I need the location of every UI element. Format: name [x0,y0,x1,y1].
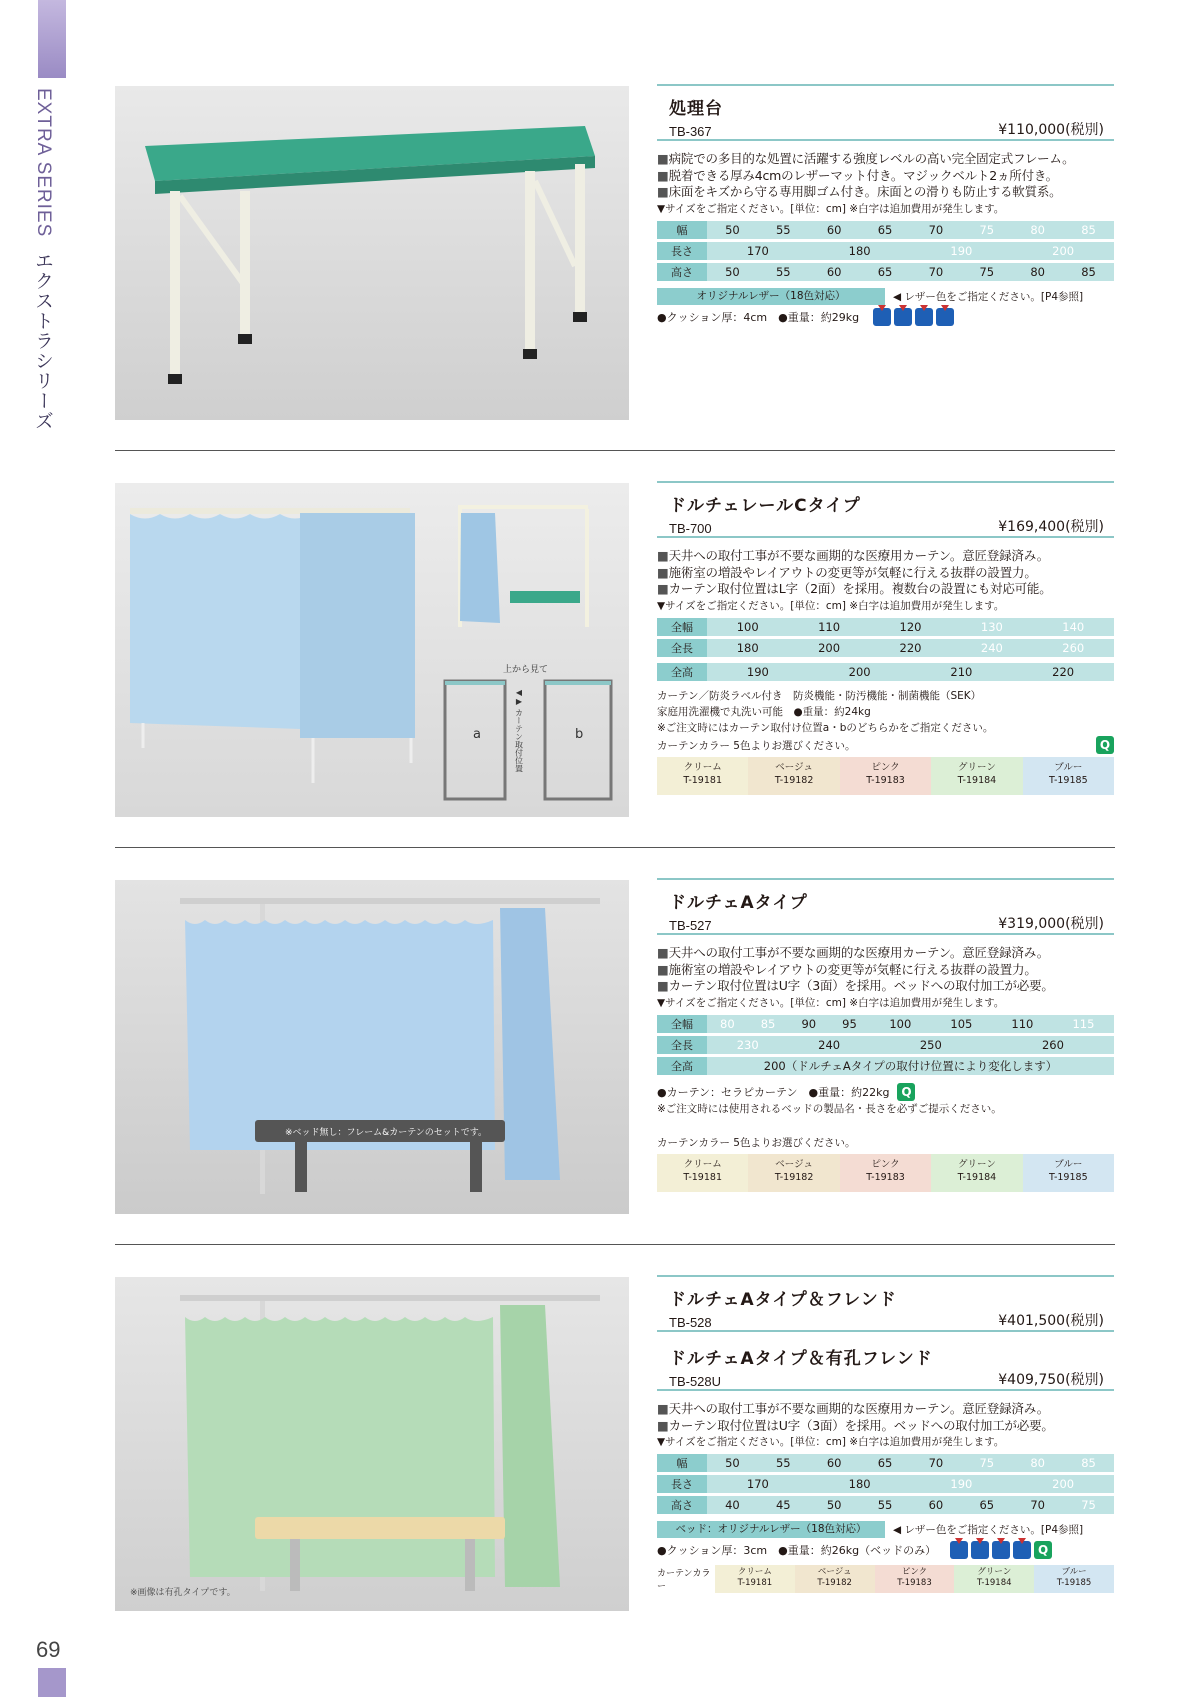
swatch-blue: ブルー T-19185 [1034,1565,1114,1593]
table-cell: 140 [1033,618,1114,636]
leather-option: オリジナルレザー（18色対応） ◀ レザー色をご指定ください。[P4参照] [657,288,1114,305]
product-code: TB-700 [669,521,712,536]
table-cell: 60 [809,1454,860,1472]
product-name: ドルチェAタイプ [669,893,808,913]
table-cell: 100 [707,618,788,636]
product-tb527 [657,878,1114,1192]
diagram-top-label: 上から見て [503,665,549,675]
table-cell: 180 [707,639,788,657]
table-cell: 75 [1063,1496,1114,1514]
table-cell: 全幅 [657,618,707,636]
table-cell: 115 [1053,1015,1114,1033]
feature-list [657,548,1114,598]
product-tb528 [657,1275,1114,1593]
table-cell: 190 [707,663,809,681]
table-row [657,1454,1114,1472]
table-cell: 180 [809,242,911,260]
curtain-color-swatches [715,1565,1114,1593]
size-table [657,1451,1114,1517]
table-cell: 220 [870,639,951,657]
table-cell: 100 [870,1015,931,1033]
table-cell: 幅 [657,1454,707,1472]
table-cell: 240 [788,1036,869,1054]
curtain-color-swatches [657,757,1114,795]
height-table [657,660,1114,684]
size-note: ▼サイズをご指定ください。[単位：cm] ※白字は追加費用が発生します。 [657,996,1005,1009]
photo-note: ※画像は有孔タイプです。 [130,1588,236,1598]
table-cell: 210 [911,663,1013,681]
feature-item: ■ 天井への取付工事が不要な画期的な医療用カーテン。意匠登録済み。 [657,548,1114,565]
table-cell: 70 [1012,1496,1063,1514]
table-cell: 85 [748,1015,789,1033]
table-cell: 200 [788,639,869,657]
table-cell: 55 [758,221,809,239]
product-code: TB-367 [669,124,712,139]
diagram-side-label: ◀▶ カーテン取付位置 [514,688,524,773]
sidebar-accent [38,0,66,78]
table-cell: 65 [860,1454,911,1472]
table-cell: 65 [961,1496,1012,1514]
order-note: ※ご注文時には使用されるベッドの製品名・長さを必ずご提示ください。 [657,1102,1002,1115]
color-title: カーテンカラー 5色よりお選びください。 [657,1136,856,1149]
table-cell: 75 [961,263,1012,281]
feature-item: ■ 施術室の増設やレイアウトの変更等が気軽に行える抜群の設置力。 [657,962,1114,979]
table-cell: 240 [951,639,1032,657]
feature-item: ■ カーテン取付位置はL字（2面）を採用。複数台の設置にも対応可能。 [657,581,1114,598]
table-cell: 260 [992,1036,1114,1054]
table-cell: 70 [911,263,962,281]
table-cell: 全高 [657,1057,707,1075]
treatment-table-photo [115,86,629,420]
page-number: 69 [36,1637,61,1662]
table-cell: 80 [1012,221,1063,239]
size-note: ▼サイズをご指定ください。[単位：cm] ※白字は追加費用が発生します。 [657,202,1005,215]
table-cell: 60 [911,1496,962,1514]
table-cell: 40 [707,1496,758,1514]
feature-item: ■ カーテン取付位置はU字（3面）を採用。ベッドへの取付加工が必要。 [657,1418,1114,1435]
table-row [657,221,1114,239]
table-cell: 高さ [657,263,707,281]
swatch-pink: ピンク T-19183 [875,1565,955,1593]
product-name-2: ドルチェAタイプ＆有孔フレンド [669,1349,933,1369]
dolce-a-friend-photo [115,1277,629,1611]
table-cell: 60 [809,221,860,239]
table-cell: 高さ [657,1496,707,1514]
feature-item: ■ 脱着できる厚み4cmのレザーマット付き。マジックベルト2ヵ所付き。 [657,168,1114,185]
product-price: ¥169,400(税別) [998,519,1104,535]
table-cell: 55 [758,1454,809,1472]
product-code-2: TB-528U [669,1374,722,1389]
table-cell: 45 [758,1496,809,1514]
table-cell: 250 [870,1036,992,1054]
table-cell: 85 [1063,221,1114,239]
dolce-rail-c-photo [115,483,629,817]
table-cell: 190 [911,242,1013,260]
table-row [657,1015,1114,1033]
feature-item: ■ 床面をキズから守る専用脚ゴム付き。床面との滑りも防止する軟質系。 [657,184,1114,201]
swatch-green: グリーン T-19184 [954,1565,1034,1593]
series-title: EXTRA SERIESエクストラシリーズ [32,88,54,432]
table-row [657,618,1114,636]
product-code: TB-528 [669,1315,712,1330]
feature-item: ■ 天井への取付工事が不要な画期的な医療用カーテン。意匠登録済み。 [657,1401,1114,1418]
product-name: 処理台 [669,99,723,119]
table-cell: 95 [829,1015,870,1033]
table-cell: 長さ [657,1475,707,1493]
table-cell: 50 [707,263,758,281]
section-divider [115,1244,1115,1245]
product-notes: カーテン／防炎ラベル付き 防炎機能・防汚機能・制菌機能（SEK） 家庭用洗濯機で丸洗い可能 ●重量：約24kg ※ご注文時にはカーテン取付け位置a・bのどちらかをご指定ください。 [657,689,994,734]
table-cell: 110 [992,1015,1053,1033]
table-cell: 65 [860,221,911,239]
table-cell: 110 [788,618,869,636]
delivery-box-icon [992,1541,1010,1559]
delivery-box-icon [894,308,912,326]
table-cell: 50 [707,221,758,239]
spec-line: ●カーテン：セラピカーテン ●重量：約22kg Q [657,1083,1114,1101]
swatch-blue: ブルー T-19185 [1023,757,1114,795]
table-row [657,1036,1114,1054]
table-cell: 幅 [657,221,707,239]
swatch-cream: クリーム T-19181 [657,1154,748,1192]
table-cell: 260 [1033,639,1114,657]
sidebar-accent-bottom [38,1668,66,1697]
swatch-pink: ピンク T-19183 [840,1154,931,1192]
product-name: ドルチェレールCタイプ [669,496,861,516]
swatch-pink: ピンク T-19183 [840,757,931,795]
table-cell: 120 [870,618,951,636]
table-cell: 90 [788,1015,829,1033]
spec-line: ●クッション厚：4cm ●重量：約29kg [657,308,1114,326]
table-cell: 200（ドルチェAタイプの取付け位置により変化します） [707,1057,1114,1075]
table-cell: 80 [1012,1454,1063,1472]
leather-option: ベッド：オリジナルレザー（18色対応） ◀ レザー色をご指定ください。[P4参照] [657,1521,1114,1538]
table-cell: 60 [809,263,860,281]
table-cell: 180 [809,1475,911,1493]
table-cell: 70 [911,1454,962,1472]
table-cell: 220 [1012,663,1114,681]
delivery-box-icon [936,308,954,326]
table-cell: 65 [860,263,911,281]
table-cell: 55 [860,1496,911,1514]
product-code: TB-527 [669,918,712,933]
table-row [657,242,1114,260]
delivery-box-icon [873,308,891,326]
swatch-cream: クリーム T-19181 [715,1565,795,1593]
curtain-color-row [657,1565,1114,1593]
size-table [657,218,1114,284]
table-cell: 190 [911,1475,1013,1493]
table-row [657,263,1114,281]
spec-line: ●クッション厚：3cm ●重量：約26kg（ベッドのみ） Q [657,1541,1114,1559]
table-row [657,663,1114,681]
product-price-2: ¥409,750(税別) [998,1372,1104,1388]
delivery-box-icon [950,1541,968,1559]
table-cell: 80 [707,1015,748,1033]
size-table [657,615,1114,660]
size-note: ▼サイズをご指定ください。[単位：cm] ※白字は追加費用が発生します。 [657,1436,1005,1448]
table-row [657,1496,1114,1514]
table-row [657,1057,1114,1075]
dolce-a-photo [115,880,629,1214]
diagram-b-label: b [575,727,584,742]
table-cell: 80 [1012,263,1063,281]
swatch-cream: クリーム T-19181 [657,757,748,795]
table-cell: 130 [951,618,1032,636]
swatch-blue: ブルー T-19185 [1023,1154,1114,1192]
swatch-beige: ベージュ T-19182 [748,1154,839,1192]
table-cell: 200 [1012,242,1114,260]
table-cell: 105 [931,1015,992,1033]
swatch-green: グリーン T-19184 [931,1154,1022,1192]
table-cell: 70 [911,221,962,239]
table-cell: 75 [961,221,1012,239]
feature-item: ■ 施術室の増設やレイアウトの変更等が気軽に行える抜群の設置力。 [657,565,1114,582]
product-name: ドルチェAタイプ＆フレンド [669,1290,897,1310]
table-cell: 200 [809,663,911,681]
feature-item: ■ 病院での多目的な処置に活躍する強度レベルの高い完全固定式フレーム。 [657,151,1114,168]
table-cell: 200 [1012,1475,1114,1493]
delivery-box-icon [915,308,933,326]
table-cell: 85 [1063,1454,1114,1472]
washable-icon: Q [1096,736,1114,754]
feature-list [657,1401,1114,1434]
section-divider [115,847,1115,848]
diagram-a-label: a [473,727,481,742]
table-cell: 170 [707,242,809,260]
product-tb367 [657,84,1114,326]
swatch-beige: ベージュ T-19182 [748,757,839,795]
washable-icon: Q [897,1083,915,1101]
table-cell: 全高 [657,663,707,681]
product-price: ¥401,500(税別) [998,1313,1104,1329]
color-title: カーテンカラー [657,1569,711,1592]
table-cell: 全幅 [657,1015,707,1033]
table-cell: 170 [707,1475,809,1493]
table-cell: 75 [961,1454,1012,1472]
swatch-green: グリーン T-19184 [931,757,1022,795]
table-row [657,1475,1114,1493]
table-cell: 50 [707,1454,758,1472]
feature-list [657,151,1114,201]
size-table [657,1012,1114,1078]
delivery-box-icon [971,1541,989,1559]
size-note: ▼サイズをご指定ください。[単位：cm] ※白字は追加費用が発生します。 [657,599,1005,612]
table-row [657,639,1114,657]
product-price: ¥110,000(税別) [998,122,1104,138]
product-tb700 [657,481,1114,795]
table-cell: 230 [707,1036,788,1054]
curtain-color-swatches [657,1154,1114,1192]
table-cell: 全長 [657,639,707,657]
photo-note: ※ベッド無し：フレーム&カーテンのセットです。 [285,1128,488,1138]
color-title: カーテンカラー 5色よりお選びください。 [657,739,856,752]
feature-item: ■ カーテン取付位置はU字（3面）を採用。ベッドへの取付加工が必要。 [657,978,1114,995]
table-cell: 55 [758,263,809,281]
product-price: ¥319,000(税別) [998,916,1104,932]
washable-icon: Q [1034,1541,1052,1559]
swatch-beige: ベージュ T-19182 [795,1565,875,1593]
delivery-box-icon [1013,1541,1031,1559]
feature-list [657,945,1114,995]
table-cell: 長さ [657,242,707,260]
table-cell: 85 [1063,263,1114,281]
table-cell: 50 [809,1496,860,1514]
feature-item: ■ 天井への取付工事が不要な画期的な医療用カーテン。意匠登録済み。 [657,945,1114,962]
table-cell: 全長 [657,1036,707,1054]
section-divider [115,450,1115,451]
